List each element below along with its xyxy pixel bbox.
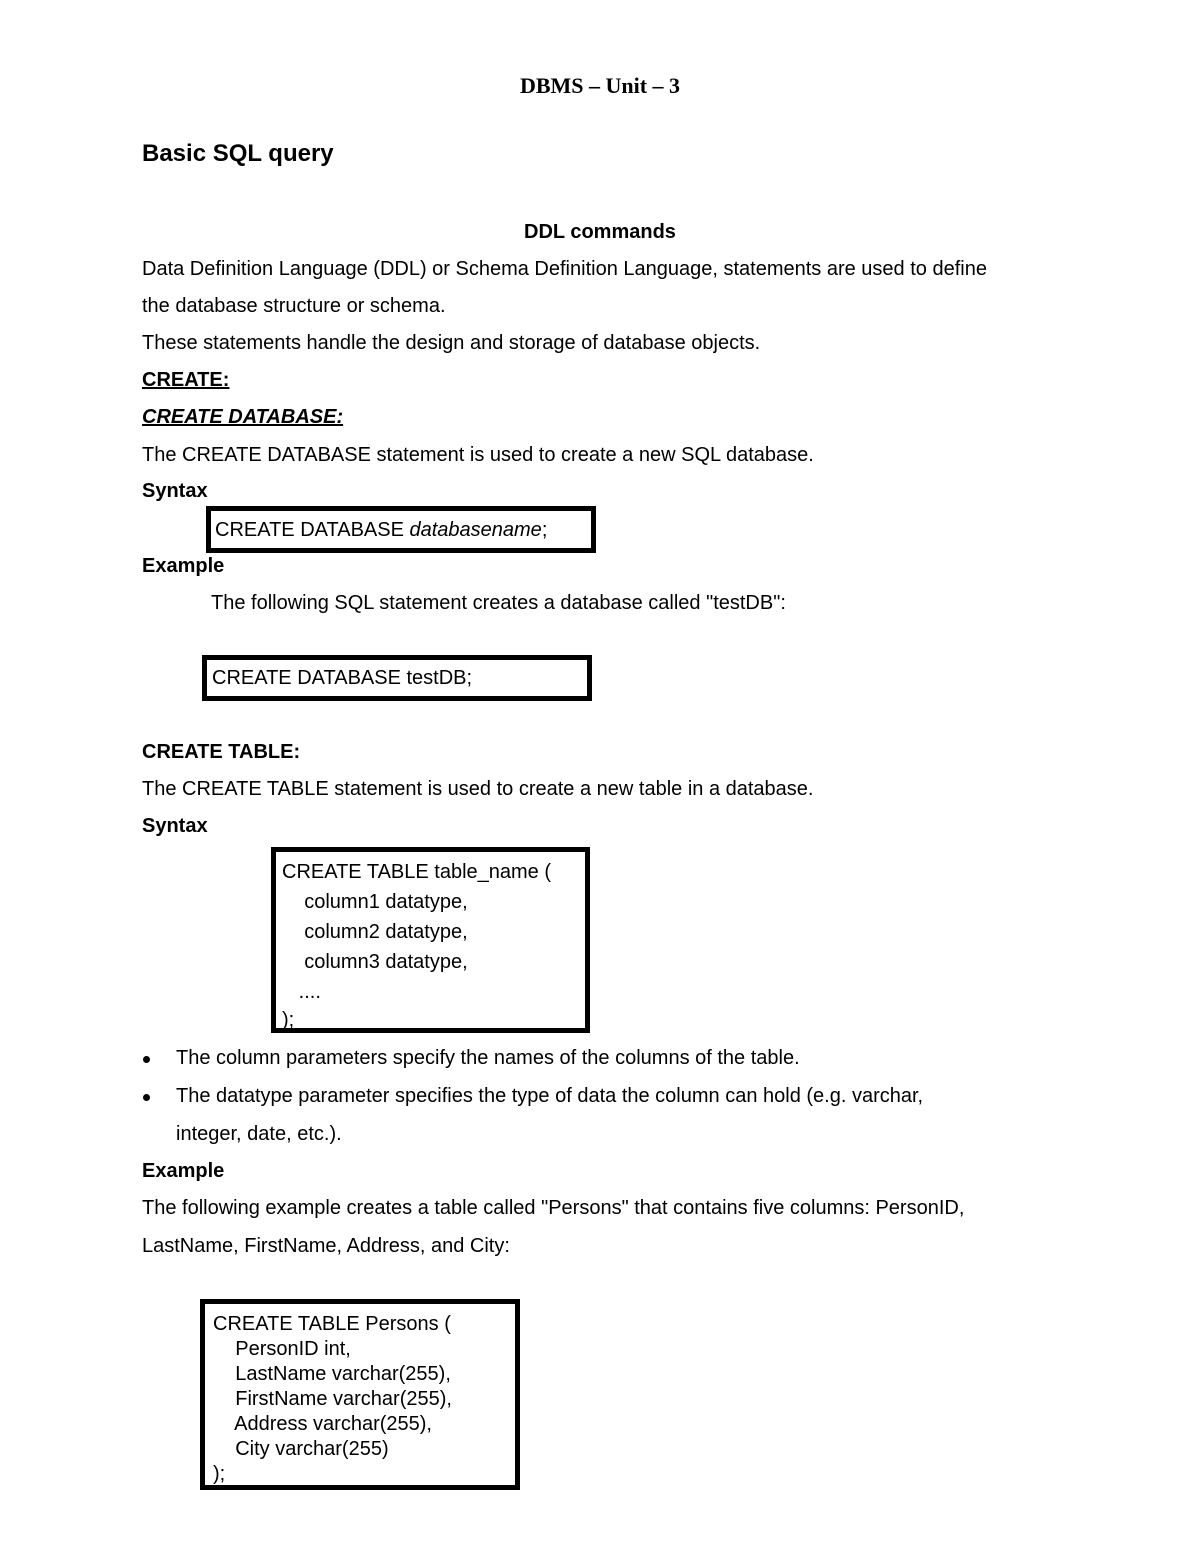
create-database-heading: CREATE DATABASE: xyxy=(142,406,344,428)
code-line: Address varchar(255), xyxy=(213,1413,432,1435)
code-line: CREATE TABLE Persons ( xyxy=(213,1313,451,1335)
code-line: PersonID int, xyxy=(213,1338,351,1360)
create-heading: CREATE: xyxy=(142,369,230,391)
code-line: LastName varchar(255), xyxy=(213,1363,451,1385)
code-line: City varchar(255) xyxy=(213,1438,389,1460)
code-line: .... xyxy=(282,981,321,1003)
example-box-create-table xyxy=(200,1299,520,1490)
example-label-1: Example xyxy=(142,555,225,577)
syntax-keyword: CREATE DATABASE xyxy=(215,519,410,541)
syntax-box-create-database-line xyxy=(215,518,547,542)
example-box-create-database xyxy=(202,655,592,701)
code-line: ); xyxy=(282,1009,295,1031)
create-database-description: The CREATE DATABASE statement is used to create a new SQL database. xyxy=(142,444,814,466)
code-line: ); xyxy=(213,1463,226,1485)
page-heading: Basic SQL query xyxy=(142,140,334,167)
code-line: column3 datatype, xyxy=(282,951,468,973)
example-box-create-database-line: CREATE DATABASE testDB; xyxy=(212,667,473,689)
section-title: DDL commands xyxy=(524,221,676,243)
intro-line-2: the database structure or schema. xyxy=(142,295,446,317)
code-line: CREATE TABLE table_name ( xyxy=(282,861,552,883)
document-title: DBMS – Unit – 3 xyxy=(519,73,681,98)
bullet-icon xyxy=(143,1094,150,1101)
intro-line-1: Data Definition Language (DDL) or Schema Definition Language, statements are used to define xyxy=(142,258,987,280)
bullet-text-1: The column parameters specify the names of the columns of the table. xyxy=(176,1047,800,1069)
create-table-description: The CREATE TABLE statement is used to create a new table in a database. xyxy=(142,778,814,800)
syntax-box-create-database xyxy=(206,506,596,553)
example-label-2: Example xyxy=(142,1160,225,1182)
code-line: FirstName varchar(255), xyxy=(213,1388,452,1410)
bullet-icon xyxy=(143,1056,150,1063)
code-line: column2 datatype, xyxy=(282,921,468,943)
syntax-terminator: ; xyxy=(541,519,548,541)
create-table-heading: CREATE TABLE: xyxy=(142,741,301,763)
code-line: column1 datatype, xyxy=(282,891,468,913)
bullet-text-2-line-2: integer, date, etc.). xyxy=(176,1123,342,1145)
syntax-label-2: Syntax xyxy=(142,815,208,837)
syntax-placeholder: databasename xyxy=(409,519,542,541)
bullet-text-2-line-1: The datatype parameter specifies the type of data the column can hold (e.g. varchar, xyxy=(176,1085,924,1107)
example-description-2-line-1: The following example creates a table called "Persons" that contains five columns: PersonID, xyxy=(142,1197,965,1219)
intro-line-3: These statements handle the design and storage of database objects. xyxy=(142,332,761,354)
syntax-label-1: Syntax xyxy=(142,480,208,502)
syntax-box-create-table xyxy=(271,847,590,1033)
example-description-1: The following SQL statement creates a database called "testDB": xyxy=(211,592,786,614)
example-description-2-line-2: LastName, FirstName, Address, and City: xyxy=(142,1235,510,1257)
